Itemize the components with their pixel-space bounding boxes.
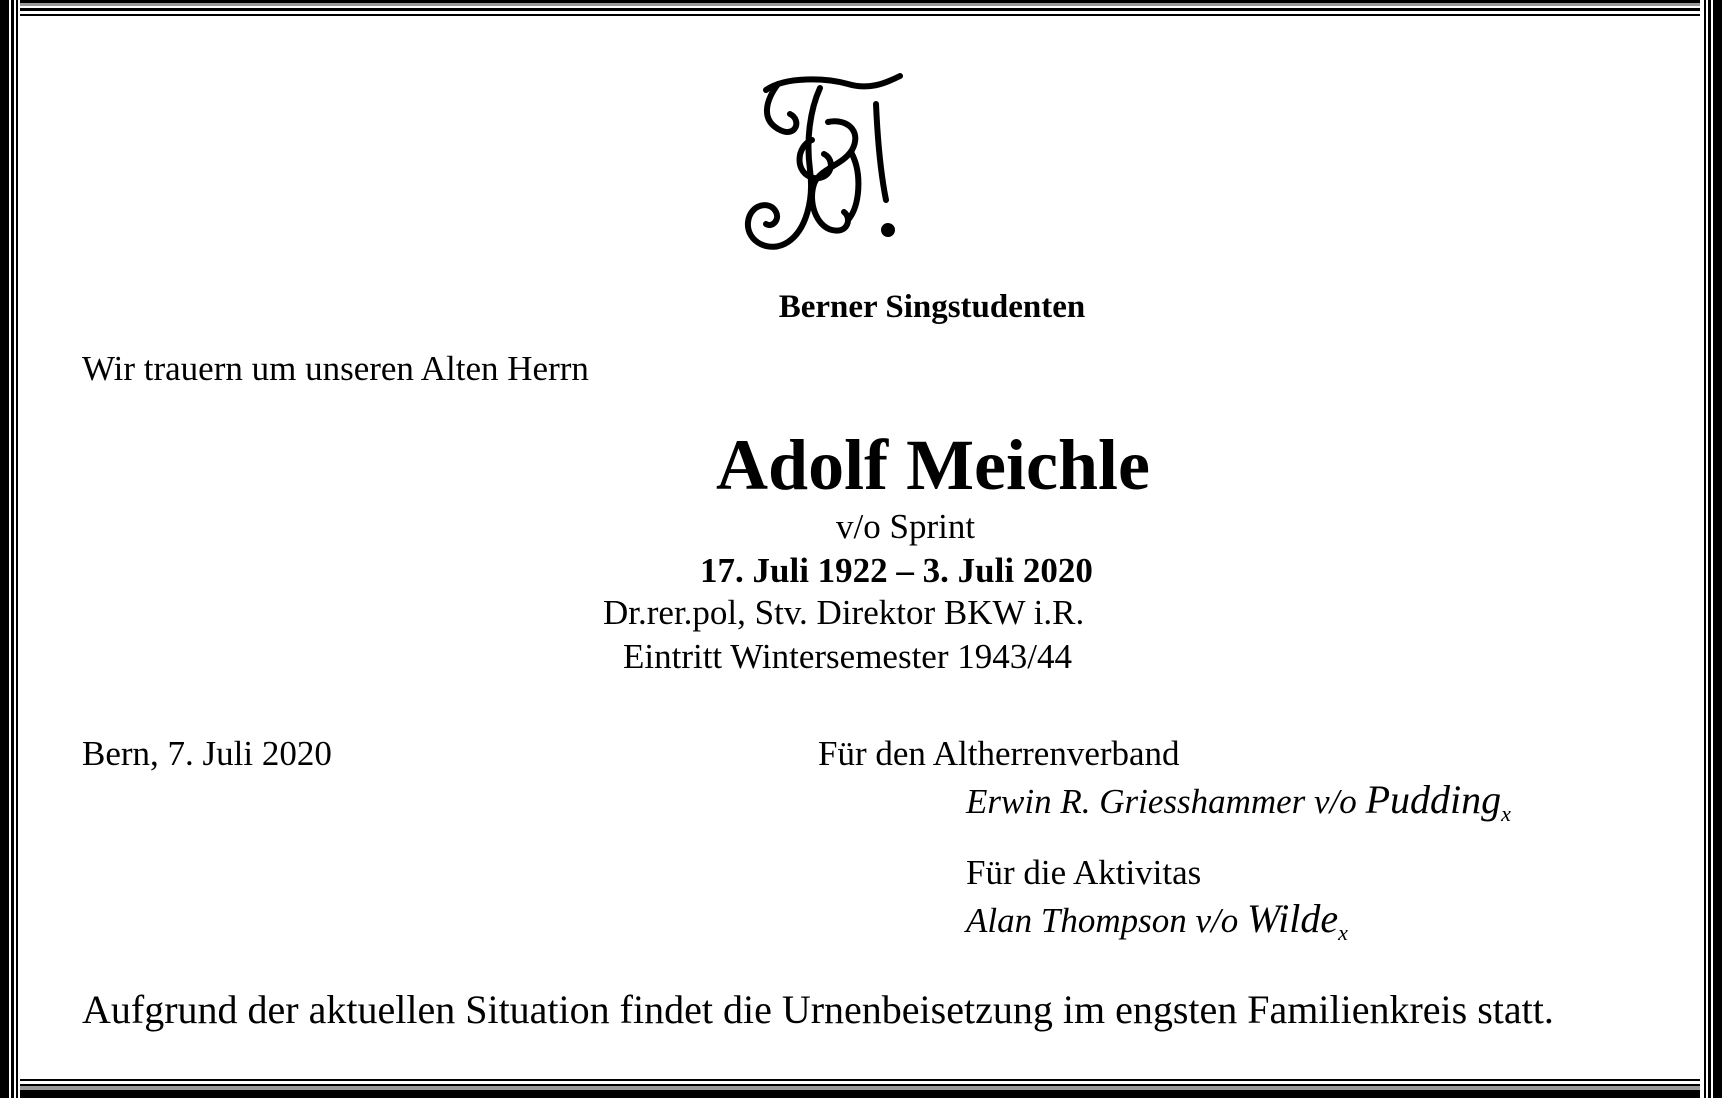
ahv-signer-name: Erwin R. Griesshammer v/o [966, 782, 1366, 821]
deceased-name: Adolf Meichle [716, 425, 1150, 505]
funeral-notice: Aufgrund der aktuellen Situation findet die Urnenbeisetzung im engsten Familienkreis statt. [82, 987, 1554, 1032]
zirkel-monogram-icon [736, 70, 920, 260]
aktivitas-signer-name: Alan Thompson v/o [966, 901, 1247, 940]
place-date: Bern, 7. Juli 2020 [82, 734, 332, 773]
deceased-vulgo: v/o Sprint [836, 507, 976, 546]
ahv-signer-vulgo: Pudding [1365, 777, 1502, 822]
ahv-signer-sub: x [1501, 801, 1511, 826]
ahv-signature [966, 777, 1511, 826]
aktivitas-signer-sub: x [1338, 920, 1348, 945]
aktivitas-signature [966, 896, 1348, 945]
aktivitas-signer-vulgo: Wilde [1246, 896, 1339, 941]
ahv-label: Für den Altherrenverband [818, 734, 1180, 773]
academic-title: Dr.rer.pol, Stv. Direktor BKW i.R. [603, 593, 1085, 632]
organization-name: Berner Singstudenten [778, 289, 1086, 325]
life-dates: 17. Juli 1922 – 3. Juli 2020 [700, 551, 1093, 590]
aktivitas-label: Für die Aktivitas [966, 853, 1202, 892]
entry-semester: Eintritt Wintersemester 1943/44 [623, 637, 1072, 676]
intro-text: Wir trauern um unseren Alten Herrn [82, 349, 589, 388]
